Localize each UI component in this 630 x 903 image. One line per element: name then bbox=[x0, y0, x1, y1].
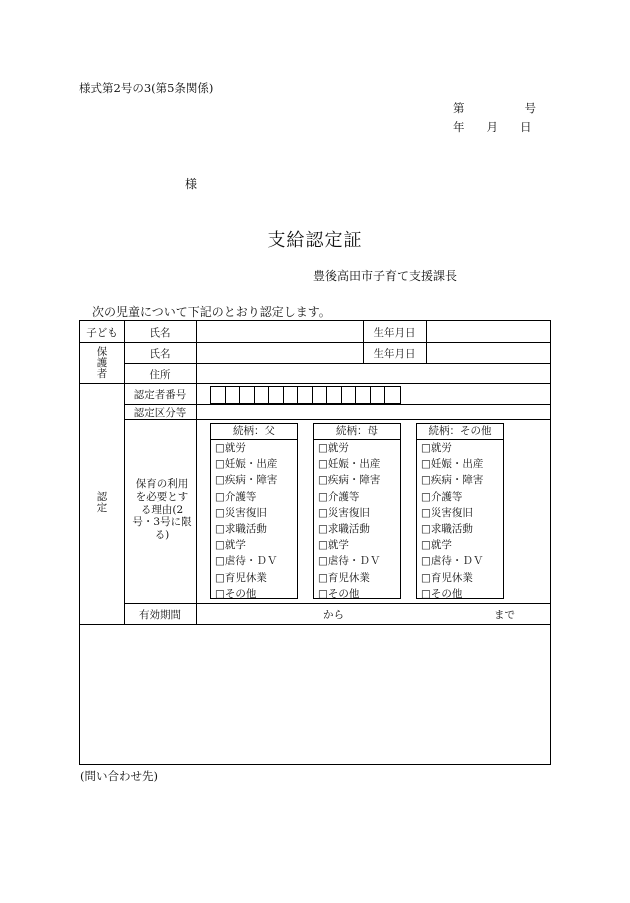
checkbox-option[interactable]: □就学 bbox=[215, 539, 246, 552]
row-divider bbox=[79, 383, 551, 384]
checkbox-option[interactable]: □就学 bbox=[421, 539, 452, 552]
date-year: 年 bbox=[453, 120, 465, 134]
row-divider bbox=[79, 342, 551, 343]
checkbox-option[interactable]: □育児休業 bbox=[421, 571, 473, 584]
guardian-address-label: 住所 bbox=[149, 369, 171, 381]
inquiry-label: (問い合わせ先) bbox=[80, 769, 158, 783]
form-number: 様式第2号の3(第5条関係) bbox=[79, 81, 214, 95]
digit-box[interactable] bbox=[255, 387, 270, 403]
checkbox-option[interactable]: □疾病・障害 bbox=[215, 474, 278, 487]
checkbox-option[interactable]: □就労 bbox=[215, 442, 246, 454]
checkbox-option[interactable]: □妊娠・出産 bbox=[215, 458, 278, 471]
checkbox-option[interactable]: □その他 bbox=[318, 587, 360, 600]
checkbox-option[interactable]: □介護等 bbox=[421, 490, 463, 503]
validity-from: から bbox=[323, 609, 344, 621]
row-divider bbox=[124, 363, 551, 364]
checkbox-option[interactable]: □求職活動 bbox=[215, 522, 267, 535]
relation-box-mother bbox=[313, 423, 401, 599]
digit-box[interactable] bbox=[211, 387, 226, 403]
reason-label: 保育の利用を必要とする理由(2号・3号に限る) bbox=[132, 478, 192, 542]
date-line bbox=[453, 119, 532, 135]
relation-box-father bbox=[210, 423, 298, 599]
checkbox-option[interactable]: □就学 bbox=[318, 539, 349, 552]
row-divider bbox=[124, 603, 551, 604]
validity-to: まで bbox=[494, 609, 515, 621]
checkbox-option[interactable]: □虐待・ＤＶ bbox=[421, 555, 484, 568]
checkbox-option[interactable]: □育児休業 bbox=[318, 571, 370, 584]
document-title: 支給認定証 bbox=[267, 230, 363, 251]
checkbox-option[interactable]: □就労 bbox=[318, 442, 349, 454]
relation-heading: 続柄：父 bbox=[211, 424, 297, 440]
digit-box[interactable] bbox=[342, 387, 357, 403]
child-name-label: 氏名 bbox=[149, 327, 171, 339]
checkbox-option[interactable]: □就労 bbox=[421, 442, 452, 454]
checkbox-option[interactable]: □虐待・ＤＶ bbox=[215, 555, 278, 568]
digit-box[interactable] bbox=[313, 387, 328, 403]
checkbox-option[interactable]: □求職活動 bbox=[421, 522, 473, 535]
checkbox-option[interactable]: □介護等 bbox=[318, 490, 360, 503]
checkbox-option[interactable]: □妊娠・出産 bbox=[421, 458, 484, 471]
issuer: 豊後高田市子育て支援課長 bbox=[313, 269, 458, 283]
checkbox-option[interactable]: □虐待・ＤＶ bbox=[318, 555, 381, 568]
digit-box[interactable] bbox=[226, 387, 241, 403]
col-divider bbox=[426, 320, 427, 363]
addressee-suffix: 様 bbox=[185, 177, 198, 191]
relation-heading: 続柄：母 bbox=[314, 424, 400, 440]
checkbox-option[interactable]: □その他 bbox=[421, 587, 463, 600]
child-birthdate-label: 生年月日 bbox=[373, 327, 416, 339]
digit-box[interactable] bbox=[356, 387, 371, 403]
document-number-line bbox=[453, 100, 536, 116]
col-divider bbox=[124, 320, 125, 624]
digit-box[interactable] bbox=[371, 387, 386, 403]
checkbox-option[interactable]: □疾病・障害 bbox=[318, 474, 381, 487]
intro-text: 次の児童について下記のとおり認定します。 bbox=[92, 305, 331, 319]
date-month: 月 bbox=[486, 120, 498, 134]
digit-box[interactable] bbox=[327, 387, 342, 403]
checkbox-option[interactable]: □災害復旧 bbox=[215, 506, 267, 519]
checkbox-option[interactable]: □育児休業 bbox=[215, 571, 267, 584]
digit-box[interactable] bbox=[284, 387, 299, 403]
number-suffix: 号 bbox=[524, 101, 536, 115]
digit-box[interactable] bbox=[298, 387, 313, 403]
cert-number-label: 認定者番号 bbox=[133, 389, 187, 401]
guardian-label: 保 護 者 bbox=[96, 346, 108, 380]
checkbox-option[interactable]: □災害復旧 bbox=[421, 506, 473, 519]
checkbox-option[interactable]: □妊娠・出産 bbox=[318, 458, 381, 471]
relation-box-other bbox=[416, 423, 504, 599]
checkbox-option[interactable]: □介護等 bbox=[215, 490, 257, 503]
digit-box[interactable] bbox=[240, 387, 255, 403]
row-divider bbox=[79, 624, 551, 625]
digit-box[interactable] bbox=[385, 387, 400, 403]
checkbox-option[interactable]: □疾病・障害 bbox=[421, 474, 484, 487]
date-day: 日 bbox=[520, 120, 532, 134]
guardian-name-label: 氏名 bbox=[149, 348, 171, 360]
col-divider bbox=[196, 320, 197, 624]
checkbox-option[interactable]: □災害復旧 bbox=[318, 506, 370, 519]
checkbox-option[interactable]: □求職活動 bbox=[318, 522, 370, 535]
guardian-birthdate-label: 生年月日 bbox=[373, 348, 416, 360]
cert-number-boxes[interactable] bbox=[210, 386, 401, 404]
certification-label: 認 定 bbox=[96, 491, 108, 514]
cert-category-label: 認定区分等 bbox=[133, 407, 187, 419]
relation-heading: 続柄：その他 bbox=[417, 424, 503, 440]
child-label: 子ども bbox=[86, 327, 118, 339]
digit-box[interactable] bbox=[269, 387, 284, 403]
number-prefix: 第 bbox=[453, 101, 465, 115]
checkbox-option[interactable]: □その他 bbox=[215, 587, 257, 600]
validity-label: 有効期間 bbox=[139, 609, 181, 621]
